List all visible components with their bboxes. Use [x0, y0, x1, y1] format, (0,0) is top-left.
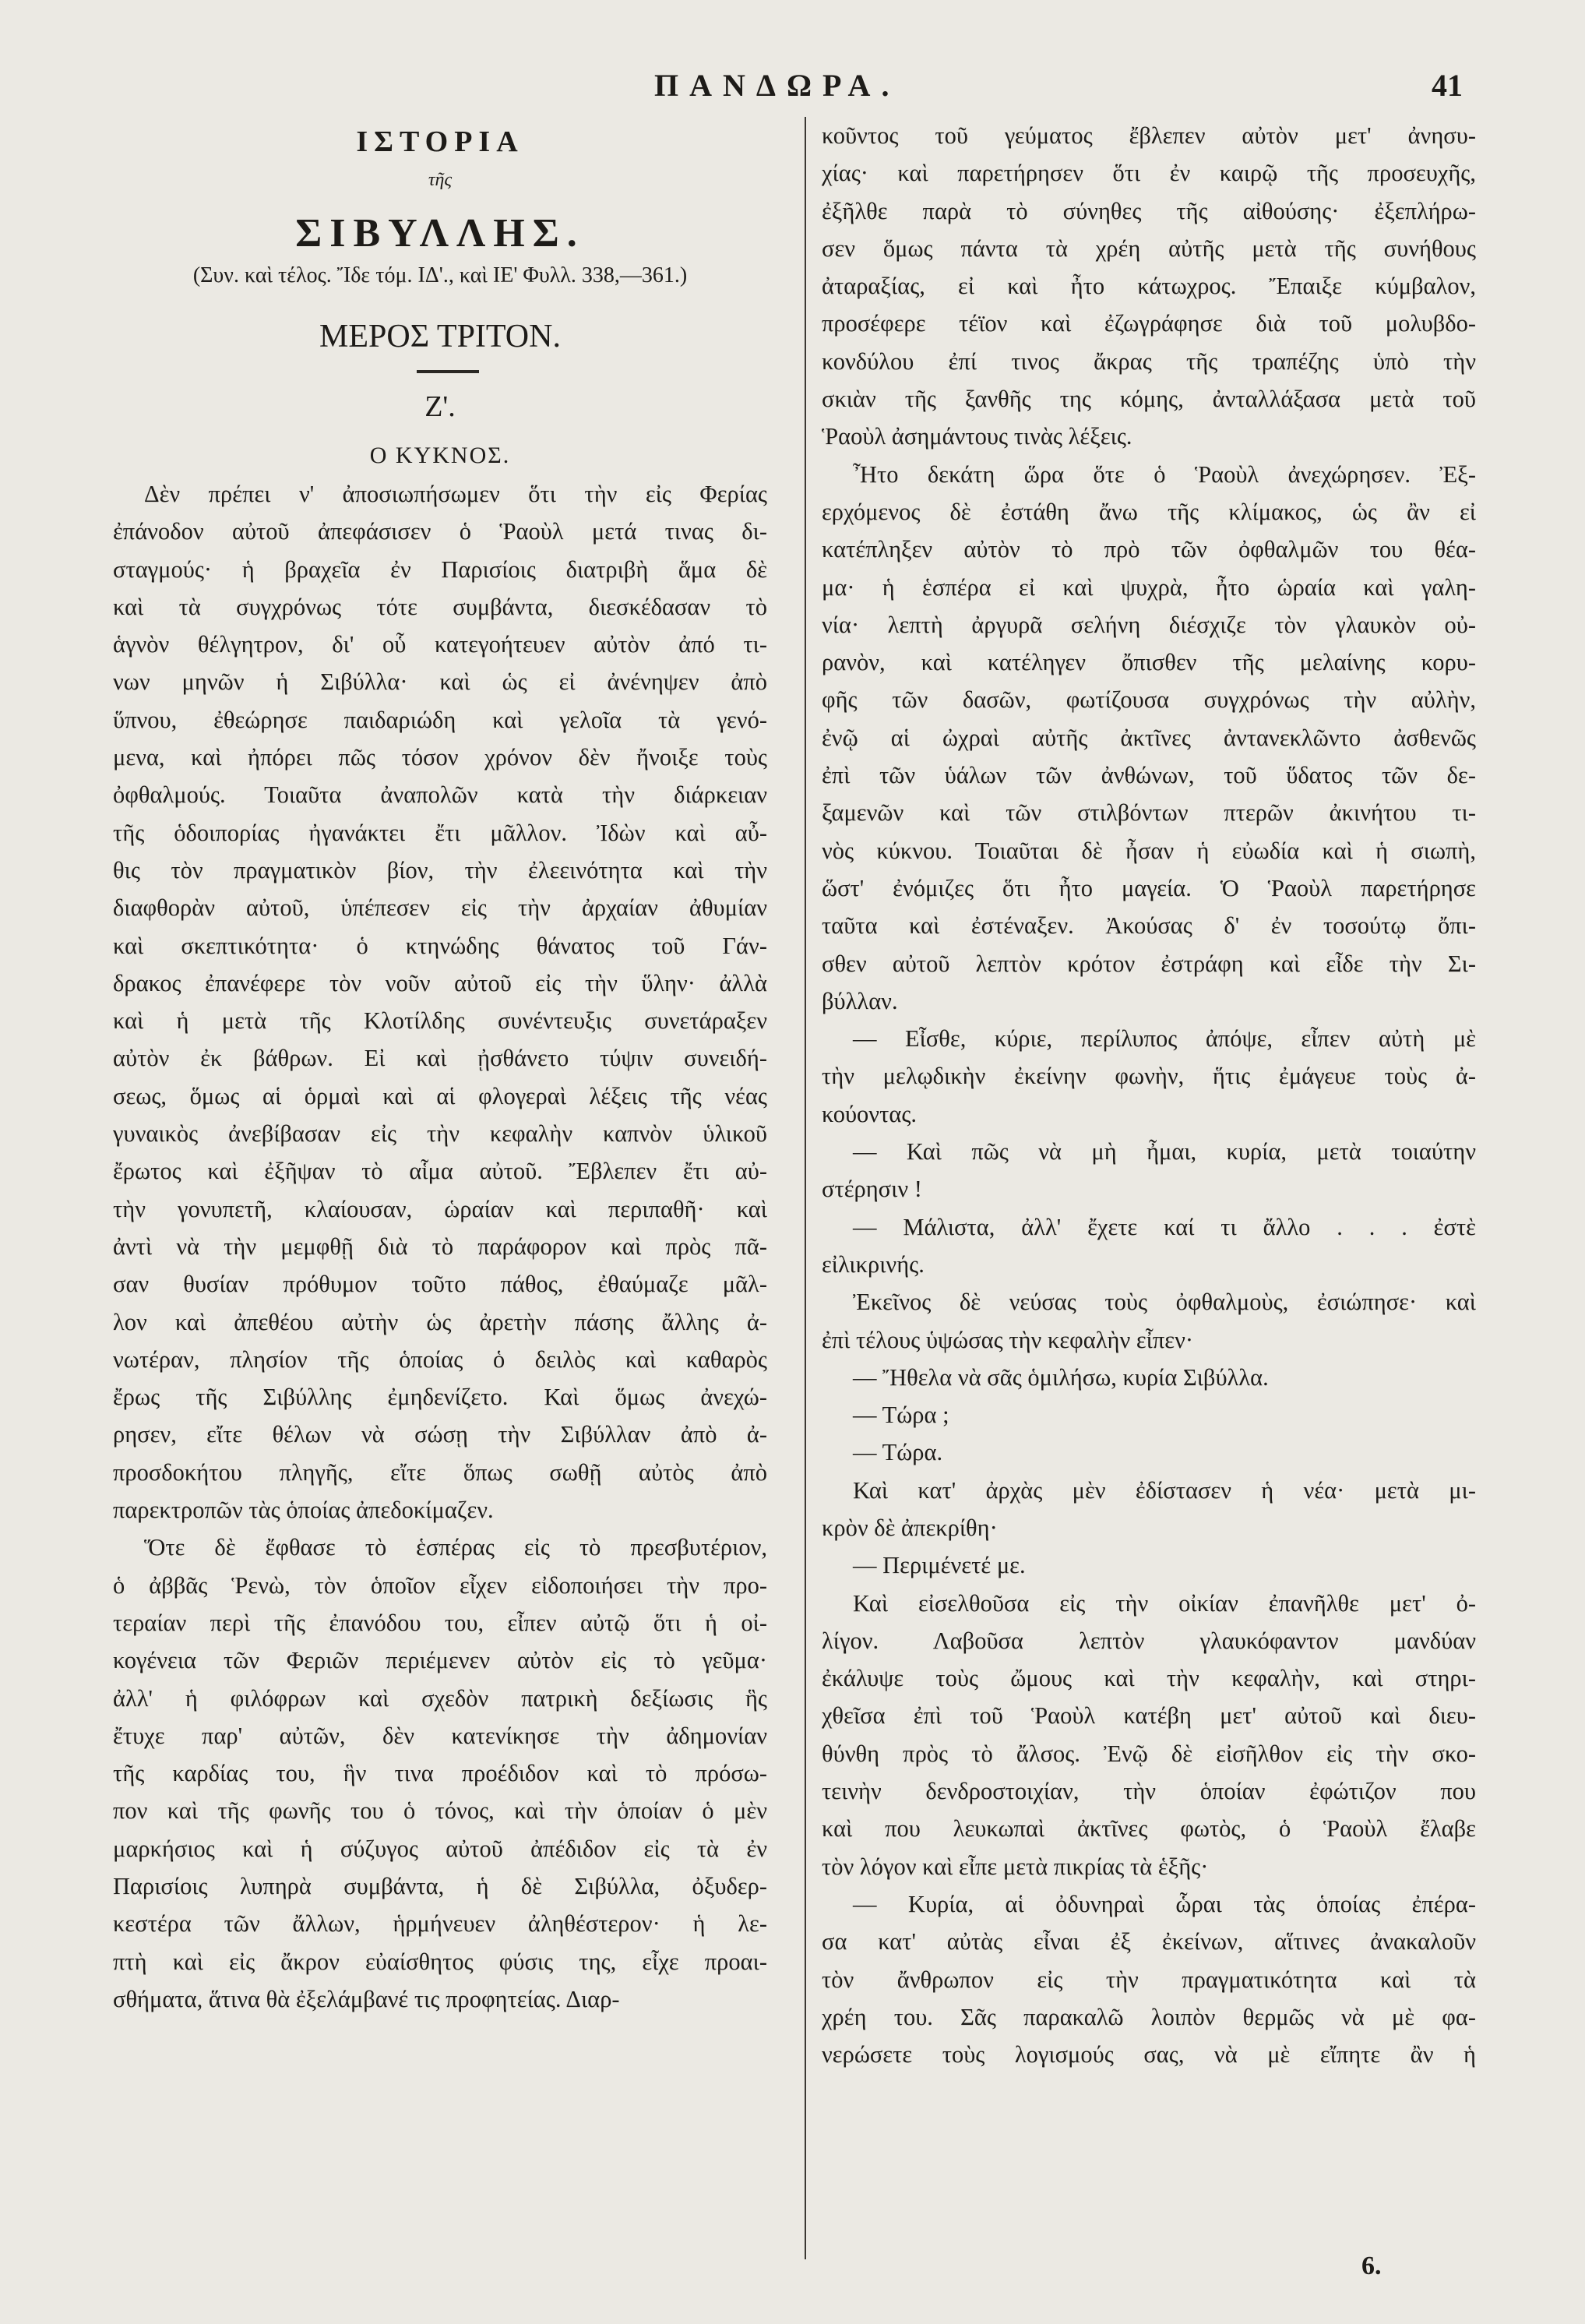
- text-line: λίγον. Λαβοῦσα λεπτὸν γλαυκόφαντον μανδύαν: [822, 1627, 1476, 1654]
- chapter-title: Ο ΚΥΚΝΟΣ.: [369, 443, 511, 468]
- text-line: σταγμούς· ἡ βραχεῖα ἐν Παρισίοις διατριβὴ ἅμα δὲ: [113, 555, 767, 583]
- text-line: ἁγνὸν θέλγητρον, δι' οὗ κατεγοήτευεν αὐτὸν ἀπό τι-: [113, 631, 767, 658]
- text-line: — Περιμένετέ με.: [853, 1552, 1026, 1579]
- text-line: ὕπνου, ἐθεώρησε παιδαριώδη καὶ γελοῖα τὰ γενό-: [113, 706, 767, 733]
- text-line: Καὶ εἰσελθοῦσα εἰς τὴν οἰκίαν ἐπανῆλθε μετ' ὀ-: [853, 1589, 1476, 1617]
- text-line: Ἦτο δεκάτη ὥρα ὅτε ὁ Ῥαοὺλ ἀνεχώρησεν. Ἐξ-: [853, 460, 1476, 488]
- text-line: — Τώρα.: [853, 1439, 943, 1466]
- text-line: τῆς καρδίας του, ἣν τινα προέδιδον καὶ τὸ πρόσω-: [113, 1760, 767, 1787]
- text-line: ἔτυχε παρ' αὐτῶν, δὲν κατενίκησε τὴν ἀδημονίαν: [113, 1722, 767, 1749]
- right-column: [822, 117, 1476, 2073]
- text-line: — Τώρα ;: [853, 1402, 949, 1429]
- text-line: Ὅτε δὲ ἔφθασε τὸ ἑσπέρας εἰς τὸ πρεσβυτέριον,: [144, 1534, 767, 1561]
- text-line: μα· ἡ ἑσπέρα εἰ καὶ ψυχρὰ, ἦτο ὡραία καὶ γαλη-: [822, 573, 1476, 601]
- text-line: φῆς τῶν δασῶν, φωτίζουσα συγχρόνως τὴν αὐλὴν,: [822, 686, 1476, 714]
- text-line: δρακος ἐπανέφερε τὸν νοῦν αὐτοῦ εἰς τὴν ὕλην· ἀλλὰ: [113, 969, 767, 996]
- text-line: Δὲν πρέπει ν' ἀποσιωπήσωμεν ὅτι τὴν εἰς Φερίας: [144, 481, 767, 507]
- text-line: σθήματα, ἅτινα θὰ ἐξελάμβανέ τις προφητείας. Διαρ-: [113, 1985, 620, 2012]
- text-line: Ἐκεῖνος δὲ νεύσας τοὺς ὀφθαλμοὺς, ἐσιώπησε· καὶ: [853, 1289, 1476, 1316]
- continuation-note: (Συν. καὶ τέλος. Ἴδε τόμ. ΙΔ'., καὶ ΙΕ' Φυλλ. 338,—361.): [192, 263, 688, 287]
- text-line: νωτέραν, πλησίον τῆς ὁποίας ὁ δειλὸς καὶ καθαρὸς: [113, 1345, 767, 1373]
- text-line: τὴν μελῳδικὴν ἐκείνην φωνὴν, ἥτις ἐμάγευε τοὺς ἀ-: [822, 1063, 1476, 1090]
- text-line: κονδύλου ἐπί τινος ἄκρας τῆς τραπέζης ὑπὸ τὴν: [822, 347, 1476, 375]
- text-line: κογένεια τῶν Φεριῶν περιέμενεν αὐτὸν εἰς τὸ γεῦμα·: [113, 1647, 767, 1674]
- text-line: τεραίαν περὶ τῆς ἐπανόδου του, εἶπεν αὐτῷ ὅτι ἡ οἰ-: [113, 1609, 767, 1636]
- column-divider: [805, 117, 806, 2259]
- text-line: νων μηνῶν ἡ Σιβύλλα· καὶ ὡς εἰ ἀνένηψεν ἀπὸ: [113, 668, 767, 696]
- text-line: νία· λεπτὴ ἀργυρᾶ σελήνη διέσχιζε τὸν γλαυκὸν οὐ-: [822, 611, 1476, 638]
- signature-mark: 6.: [1361, 2252, 1382, 2280]
- text-line: ἐπὶ τῶν ὑάλων τῶν ἀνθώνων, τοῦ ὕδατος τῶν δε-: [822, 762, 1476, 789]
- text-line: κατέπληξεν αὐτὸν τὸ πρὸ τῶν ὀφθαλμῶν του θέα-: [822, 536, 1476, 563]
- text-line: τὸν ἄνθρωπον εἰς τὴν πραγματικότητα καὶ τὰ: [822, 1966, 1476, 1993]
- text-line: ἀλλ' ἡ φιλόφρων καὶ σχεδὸν πατρικὴ δεξίωσις ἣς: [113, 1684, 767, 1712]
- text-line: βύλλαν.: [822, 987, 898, 1014]
- text-line: προσέφερε τέϊον καὶ ἐζωγράφησε διὰ τοῦ μολυβδο-: [822, 310, 1476, 337]
- text-line: πτὴ καὶ εἰς ἄκρον εὐαίσθητος φύσις της, εἶχε προαι-: [113, 1948, 767, 1975]
- text-line: ἐπάνοδον αὐτοῦ ἀπεφάσισεν ὁ Ῥαοὺλ μετά τινας δι-: [113, 518, 767, 545]
- text-line: χίας· καὶ παρετήρησεν ὅτι ἐν καιρῷ τῆς προσευχῆς,: [822, 160, 1476, 187]
- text-line: χρέη του. Σᾶς παρακαλῶ λοιπὸν θερμῶς νὰ μὲ φα-: [822, 2003, 1476, 2030]
- heading-istoria: ΙΣΤΟΡΙΑ: [356, 125, 524, 158]
- text-line: προσδοκήτου πληγῆς, εἴτε ὅπως σωθῇ αὐτὸς ἀπὸ: [113, 1458, 767, 1486]
- text-line: σα κατ' αὐτὰς εἶναι ἐξ ἐκείνων, αἵτινες ἀνακαλοῦν: [822, 1928, 1476, 1955]
- text-line: σκιὰν τῆς ξανθῆς της κόμης, ἀνταλλάξασα μετὰ τοῦ: [822, 386, 1476, 413]
- text-line: σεως, ὅμως αἱ ὁρμαὶ καὶ αἱ φλογεραὶ λέξεις τῆς νέας: [113, 1082, 767, 1109]
- text-line: ἐκάλυψε τοὺς ὤμους καὶ τὴν κεφαλὴν, καὶ στηρι-: [822, 1665, 1476, 1692]
- text-line: κούοντας.: [822, 1100, 918, 1127]
- text-line: — Καὶ πῶς νὰ μὴ ἦμαι, κυρία, μετὰ τοιαύτην: [853, 1138, 1476, 1166]
- text-line: μενα, καὶ ἠπόρει πῶς τόσον χρόνον δὲν ἤνοιξε τοὺς: [113, 744, 767, 771]
- text-line: τὴν γονυπετῆ, κλαίουσαν, ὡραίαν καὶ περιπαθῆ· καὶ: [113, 1195, 767, 1222]
- text-line: καὶ σκεπτικότητα· ὁ κτηνώδης θάνατος τοῦ Γάν-: [113, 932, 767, 959]
- text-line: κεστέρα τῶν ἄλλων, ἡρμήνευεν ἀληθέστερον· ἡ λε-: [113, 1910, 767, 1938]
- chapter-number: Ζ'.: [424, 390, 456, 423]
- text-line: Καὶ κατ' ἀρχὰς μὲν ἐδίστασεν ἡ νέα· μετὰ μι-: [853, 1476, 1476, 1504]
- heading-sivyllis: ΣΙΒΥΛΛΗΣ.: [295, 211, 585, 256]
- text-line: ὀφθαλμούς. Τοιαῦτα ἀναπολῶν κατὰ τὴν διάρκειαν: [113, 781, 767, 809]
- text-line: ὥστ' ἐνόμιζες ὅτι ἦτο μαγεία. Ὁ Ῥαοὺλ παρετήρησε: [822, 874, 1476, 901]
- text-line: νὸς κύκνου. Τοιαῦται δὲ ἦσαν ἡ εὐωδία καὶ ἡ σιωπὴ,: [822, 837, 1476, 864]
- heading-tis: τῆς: [428, 170, 453, 190]
- text-line: Παρισίοις λυπηρὰ συμβάντα, ἡ δὲ Σιβύλλα, ὀξυδερ-: [113, 1872, 767, 1899]
- text-line: Ῥαοὺλ ἀσημάντους τινὰς λέξεις.: [822, 423, 1132, 450]
- text-line: σαν θυσίαν πρόθυμον τοῦτο πάθος, ἐθαύμαζε μᾶλ-: [113, 1271, 767, 1298]
- text-line: ρησεν, εἴτε θέλων νὰ σώσῃ τὴν Σιβύλλαν ἀπὸ ἀ-: [113, 1421, 767, 1448]
- text-line: κοῦντος τοῦ γεύματος ἔβλεπεν αὐτὸν μετ' ἀνησυ-: [822, 122, 1476, 149]
- text-line: ρανὸν, καὶ κατέληγεν ὄπισθεν τῆς μελαίνης κορυ-: [822, 649, 1476, 676]
- text-line: ταῦτα καὶ ἐστέναξεν. Ἀκούσας δ' ἐν τοσούτῳ ὄπι-: [822, 912, 1476, 940]
- text-line: ξαμενῶν καὶ τῶν στιλβόντων πτερῶν ἀκινήτου τι-: [822, 799, 1476, 827]
- text-line: ἔρωτος καὶ ἐξῆψαν τὸ αἷμα αὐτοῦ. Ἔβλεπεν ἔτι αὐ-: [113, 1158, 767, 1185]
- text-line: αὐτὸν ἐκ βάθρων. Εἰ καὶ ᾐσθάνετο τύψιν συνειδή-: [113, 1045, 767, 1072]
- text-line: ἐξῆλθε παρὰ τὸ σύνηθες τῆς αἰθούσης· ἐξεπλήρω-: [822, 197, 1476, 224]
- text-line: — Κυρία, αἱ ὀδυνηραὶ ὧραι τὰς ὁποίας ἐπέρα-: [853, 1890, 1476, 1917]
- left-column: [113, 475, 767, 2018]
- text-line: ὁ ἀββᾶς Ῥενὼ, τὸν ὁποῖον εἶχεν εἰδοποιήσει τὴν προ-: [113, 1571, 767, 1599]
- page-number: 41: [1432, 68, 1463, 103]
- text-line: ἀταραξίας, εἰ καὶ ἦτο κάτωχρος. Ἔπαιξε κύμβαλον,: [822, 273, 1476, 300]
- text-line: καὶ τὰ συγχρόνως τότε συμβάντα, διεσκέδασαν τὸ: [113, 593, 767, 620]
- text-line: ερχόμενος δὲ ἐστάθη ἄνω τῆς κλίμακος, ὡς ἂν εἰ: [822, 498, 1476, 525]
- text-line: εἰλικρινής.: [822, 1250, 925, 1278]
- text-line: νερώσετε τοὺς λογισμούς σας, νὰ μὲ εἴπητε ἂν ἡ: [822, 2041, 1476, 2068]
- text-line: ἐπὶ τέλους ὑψώσας τὴν κεφαλὴν εἶπεν·: [822, 1326, 1194, 1353]
- text-line: τεινὴν δενδροστοιχίαν, τὴν ὁποίαν ἐφώτιζον που: [822, 1778, 1476, 1805]
- text-line: παρεκτροπῶν τὰς ὁποίας ἀπεδοκίμαζεν.: [113, 1497, 494, 1524]
- text-line: — Μάλιστα, ἀλλ' ἔχετε καί τι ἄλλο . . . ἐστὲ: [853, 1213, 1476, 1240]
- text-line: μαρκήσιος καὶ ἡ σύζυγος αὐτοῦ ἀπέδιδον εἰς τὰ ἐν: [113, 1835, 767, 1862]
- text-line: ἐνῷ αἱ ὠχραὶ αὐτῆς ἀκτῖνες ἀντανεκλῶντο ἀσθενῶς: [822, 724, 1476, 751]
- text-line: ἀντὶ νὰ τὴν μεμφθῇ διὰ τὸ παράφορον καὶ πρὸς πᾶ-: [113, 1233, 767, 1260]
- heading-divider: [417, 370, 479, 373]
- text-line: θις τὸν πραγματικὸν βίον, τὴν ἐλεεινότητα καὶ τὴν: [113, 856, 767, 883]
- text-line: τῆς ὁδοιπορίας ἠγανάκτει ἔτι μᾶλλον. Ἰδὼν καὶ αὖ-: [113, 819, 767, 846]
- text-line: — Ἤθελα νὰ σᾶς ὁμιλήσω, κυρία Σιβύλλα.: [853, 1363, 1269, 1391]
- text-line: — Εἶσθε, κύριε, περίλυπος ἀπόψε, εἶπεν αὐτὴ μὲ: [853, 1025, 1476, 1053]
- text-line: καὶ που λευκωπαὶ ἀκτῖνες φωτὸς, ὁ Ῥαοὺλ ἔλαβε: [822, 1815, 1476, 1843]
- text-line: σεν ὅμως πάντα τὰ χρέη αὐτῆς μετὰ τῆς συνήθους: [822, 235, 1476, 262]
- text-line: διαφθορὰν αὐτοῦ, ὑπέπεσεν εἰς τὴν ἀρχαίαν ἀθυμίαν: [113, 894, 767, 922]
- text-line: πον καὶ τῆς φωνῆς του ὁ τόνος, καὶ τὴν ὁποίαν ὁ μὲν: [113, 1797, 767, 1825]
- text-line: θύνθη πρὸς τὸ ἄλσος. Ἐνῷ δὲ εἰσῆλθον εἰς τὴν σκο-: [822, 1740, 1476, 1767]
- text-line: χθεῖσα ἐπὶ τοῦ Ῥαοὺλ κατέβη μετ' αὐτοῦ καὶ διευ-: [822, 1702, 1476, 1730]
- text-line: ἔρως τῆς Σιβύλλης ἐμηδενίζετο. Καὶ ὅμως ἀνεχώ-: [113, 1384, 767, 1411]
- text-line: καὶ ἡ μετὰ τῆς Κλοτίλδης συνέντευξις συνετάραξεν: [113, 1007, 767, 1035]
- text-line: σθεν αὐτοῦ λεπτὸν κρότον ἐστράφη καὶ εἶδε τὴν Σι-: [822, 950, 1476, 977]
- text-line: κρὸν δὲ ἀπεκρίθη·: [822, 1514, 998, 1541]
- journal-title: ΠΑΝΔΩΡΑ.: [654, 68, 900, 103]
- text-line: στέρησιν !: [822, 1176, 922, 1203]
- text-line: τὸν λόγον καὶ εἶπε μετὰ πικρίας τὰ ἑξῆς·: [822, 1853, 1209, 1880]
- text-line: γυναικὸς ἀνεβίβασαν εἰς τὴν κεφαλὴν καπνὸν ὑλικοῦ: [113, 1120, 767, 1148]
- text-line: λον καὶ ἀπεθέου αὐτὴν ὡς ἀρετὴν πάσης ἄλλης ἀ-: [113, 1308, 767, 1335]
- part-heading: ΜΕΡΟΣ ΤΡΙΤΟΝ.: [319, 319, 561, 354]
